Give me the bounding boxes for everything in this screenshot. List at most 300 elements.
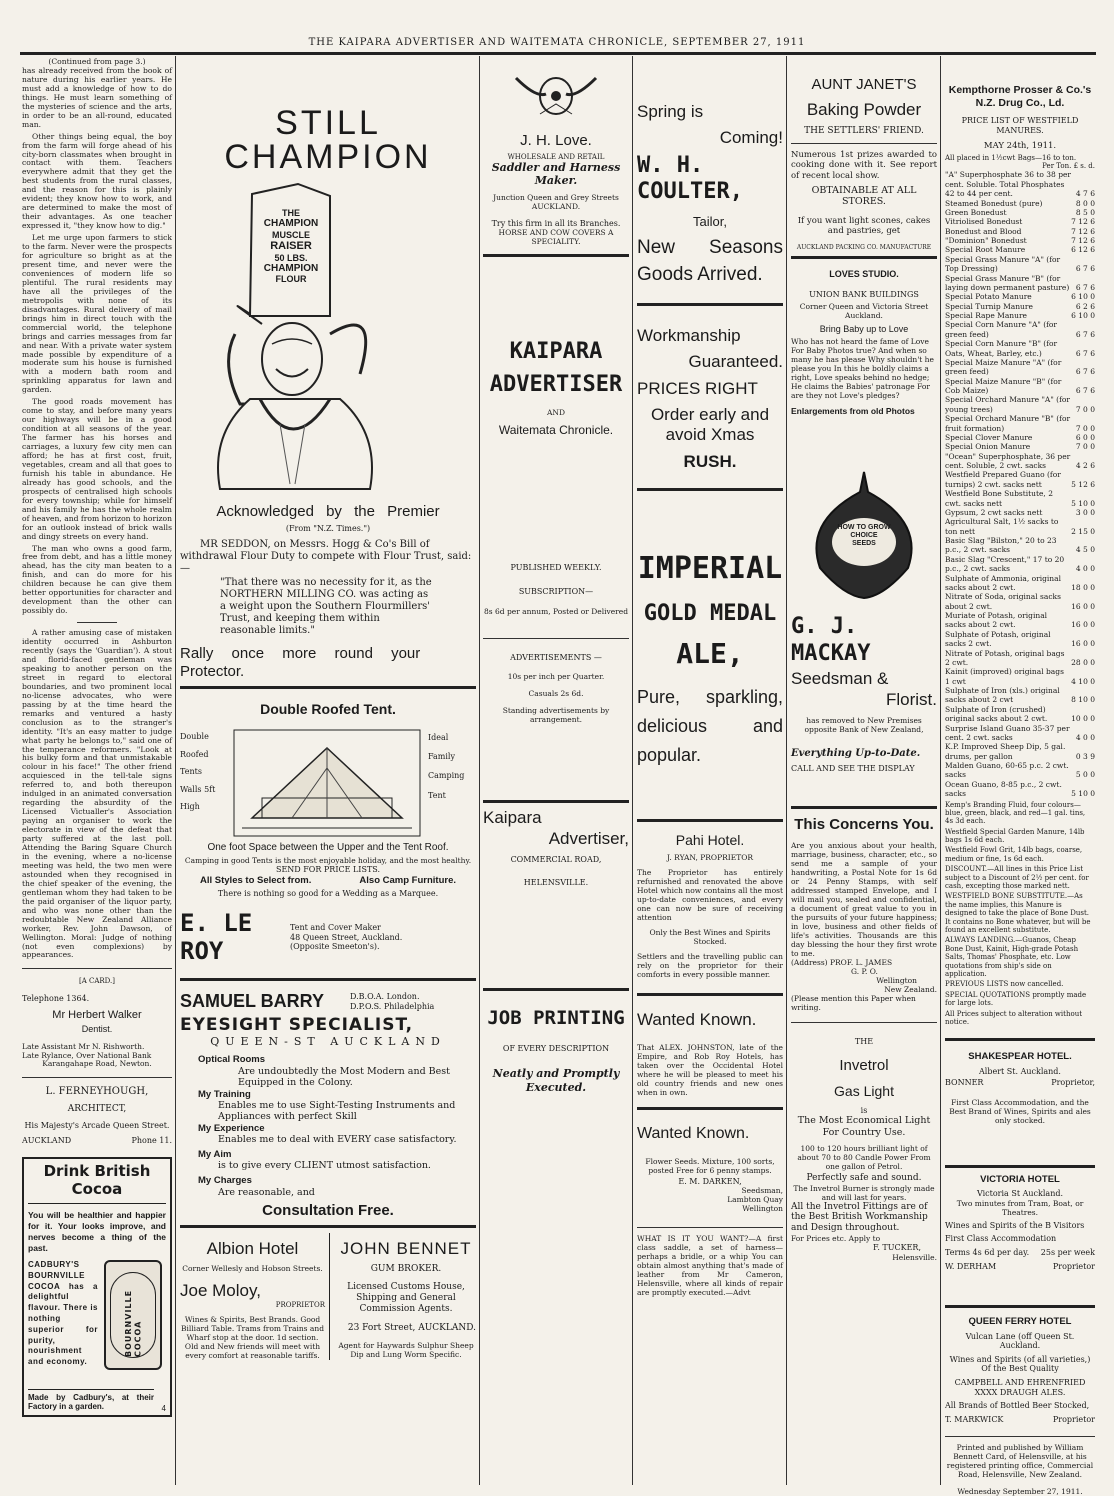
column-rule bbox=[175, 56, 176, 1485]
price-note: Kemp's Branding Fluid, four colours—blue, green, black, and red—1 gal. tins, 4s 3d each. bbox=[945, 800, 1086, 826]
price-item-name: Malden Guano, 60-65 p.c. 2 cwt. sacks bbox=[945, 761, 1069, 780]
cocoa-text: You will be healthier and happier for it. Your looks improve, and nerves become a thing of the past. bbox=[28, 1209, 166, 1253]
price-item-name: Special Orchard Manure "A" (for young trees) bbox=[945, 395, 1070, 414]
love-trade: WHOLESALE AND RETAIL bbox=[507, 152, 605, 161]
obtainable-text: OBTAINABLE AT ALL STORES. bbox=[811, 184, 917, 208]
sack-line: THE bbox=[282, 207, 300, 218]
price-item-name: Muriate of Potash, original sacks about 2 cwt. bbox=[945, 611, 1048, 630]
tent-send: SEND FOR PRICE LISTS. bbox=[275, 865, 381, 875]
victoria-wines: Wines and Spirits of the B Visitors bbox=[945, 1220, 1085, 1230]
divider bbox=[637, 993, 783, 996]
sack-line: CHAMPION bbox=[263, 262, 319, 274]
victoria-week: 25s per week bbox=[1040, 1248, 1095, 1258]
divider bbox=[637, 1107, 783, 1110]
divider bbox=[180, 978, 476, 981]
price-row bbox=[945, 649, 1095, 668]
leroy-details bbox=[290, 923, 402, 952]
price-item-value: 5 10 0 bbox=[1071, 498, 1095, 508]
price-item-value: 16 0 0 bbox=[1071, 639, 1095, 649]
tailor-label: Tailor, bbox=[693, 213, 727, 229]
shakespear-heading: SHAKESPEAR HOTEL. bbox=[968, 1051, 1072, 1063]
column-3 bbox=[483, 58, 629, 1483]
price-row bbox=[945, 742, 1095, 761]
barry-quals bbox=[350, 992, 434, 1011]
price-item-name: Special Maize Manure "A" (for green feed) bbox=[945, 357, 1062, 377]
price-row bbox=[945, 292, 1095, 301]
consultation-heading: Consultation Free. bbox=[262, 1202, 394, 1220]
price-item-name: Westfield Prepared Guano (for turnips) 2 cwt. sacks nett bbox=[945, 470, 1061, 489]
price-item-name: Special Maize Manure "B" (for Cob Maize) bbox=[945, 376, 1062, 396]
price-item-value: 5 12 6 bbox=[1071, 479, 1095, 489]
price-item-name: Special Grass Manure "A" (for Top Dressing) bbox=[945, 254, 1061, 274]
price-row bbox=[945, 630, 1095, 649]
cocoa-ad bbox=[22, 1157, 172, 1417]
and-label: AND bbox=[547, 407, 565, 417]
every-description: OF EVERY DESCRIPTION bbox=[502, 1043, 610, 1053]
bonner-title: Proprietor, bbox=[1051, 1078, 1095, 1088]
moloy-name: Joe Moloy, bbox=[180, 1280, 261, 1300]
section-text: is to give every CLIENT utmost satisfaction. bbox=[218, 1159, 431, 1171]
pahi-text: The Proprietor has entirely refurnished and renovated the above Hotel which now contains all the most up-to-date conveniences, and every one can now be sure of receiving attention bbox=[637, 868, 783, 923]
price-row bbox=[945, 377, 1095, 396]
price-row bbox=[945, 199, 1095, 208]
wanted-known-heading: Wanted Known. bbox=[637, 1010, 757, 1030]
victoria-terms: Terms 4s 6d per day. bbox=[945, 1248, 1030, 1258]
price-list-heading: PRICE LIST OF WESTFIELD MANURES. bbox=[961, 116, 1079, 135]
price-item-value: 6 12 6 bbox=[1071, 245, 1095, 255]
price-item-value: 6 7 6 bbox=[1075, 329, 1095, 339]
column-6 bbox=[945, 58, 1095, 1496]
price-item-value: 10 0 0 bbox=[1071, 714, 1095, 724]
price-item-name: Special Onion Manure bbox=[945, 442, 1031, 452]
price-note: WESTFIELD BONE SUBSTITUTE.—As the name implies, this Manure is designed to take the place of Bone Dust. It contains no Bone whatever, but will be found an excellent substitute. bbox=[945, 892, 1091, 934]
love-try: Try this firm in all its Branches. bbox=[491, 218, 621, 228]
architect-address: His Majesty's Arcade Queen Street. bbox=[24, 1120, 170, 1130]
settlers-friend: THE SETTLERS' FRIEND. bbox=[804, 126, 924, 137]
new-heading: New bbox=[637, 237, 676, 259]
dentist-line: Karangahape Road, Newton. bbox=[42, 1059, 152, 1069]
price-row bbox=[945, 452, 1095, 471]
manure-price-list bbox=[945, 170, 1095, 798]
economical-text: The Most Economical Light For Country Use. bbox=[797, 1115, 931, 1138]
price-note: Westfield Fowl Grit, 14lb bags, coarse, medium or fine, 1s 6d each. bbox=[945, 846, 1083, 863]
ale-heading: ALE, bbox=[676, 637, 744, 671]
albion-hotel-ad bbox=[180, 1233, 330, 1360]
price-item-name: Sulphate of Iron (xls.) original sacks about 2 cwt bbox=[945, 686, 1060, 705]
price-row bbox=[945, 236, 1095, 245]
price-note: All Prices subject to alteration without notice. bbox=[945, 1009, 1083, 1026]
tent-styles: All Styles to Select from. bbox=[200, 874, 312, 886]
prizes-text: Numerous 1st prizes awarded to cooking done with it. See report of recent local show. bbox=[791, 150, 937, 181]
seal-line: SEEDS bbox=[852, 539, 876, 547]
victoria-two-min: Two minutes from Tram, Boat, or Theatres. bbox=[956, 1198, 1084, 1217]
gas-light-heading: Gas Light bbox=[834, 1082, 894, 1099]
price-item-name: "Dominion" Bonedust bbox=[945, 236, 1027, 246]
sack-line: 50 LBS. bbox=[274, 252, 308, 263]
price-row bbox=[945, 245, 1095, 254]
workmanship-heading: Workmanship bbox=[637, 325, 741, 345]
leroy-line: 48 Queen Street, Auckland. bbox=[290, 932, 403, 942]
order-heading: Order early and avoid Xmas bbox=[650, 404, 770, 445]
price-item-value: 2 15 0 bbox=[1071, 526, 1095, 536]
column-rule bbox=[632, 56, 633, 1485]
price-item-name: Steamed Bonedust (pure) bbox=[945, 198, 1043, 208]
price-item-value: 6 7 6 bbox=[1075, 367, 1095, 377]
dentist-title: Dentist. bbox=[81, 1024, 113, 1035]
section-heading: My Experience bbox=[198, 1122, 265, 1134]
seal-line: HOW TO GROW bbox=[837, 524, 891, 532]
price-item-value: 28 0 0 bbox=[1071, 657, 1095, 667]
masthead-title: THE KAIPARA ADVERTISER AND WAITEMATA CHRONICLE, SEPTEMBER 27, 1911 bbox=[308, 37, 806, 48]
job-printing-heading: JOB PRINTING bbox=[487, 1007, 625, 1030]
candle-text: 100 to 120 hours brilliant light of about 70 to 80 Candle Power From one gallon of Petrol. bbox=[797, 1143, 931, 1171]
subscription-price: 8s 6d per annum, Posted or Delivered bbox=[484, 606, 628, 616]
barry-name: SAMUEL BARRY bbox=[180, 991, 325, 1012]
price-row bbox=[945, 470, 1095, 489]
section-text: Enables me to deal with EVERY case satisfactory. bbox=[218, 1134, 457, 1146]
page-header bbox=[0, 37, 1114, 48]
price-list-date: MAY 24th, 1911. bbox=[983, 141, 1057, 152]
packing-company: AUCKLAND PACKING CO. MANUFACTURE bbox=[796, 243, 932, 251]
divider bbox=[791, 143, 937, 144]
wanted-known-heading-2: Wanted Known. bbox=[637, 1124, 750, 1142]
divider bbox=[945, 1165, 1095, 1168]
price-row bbox=[945, 442, 1095, 451]
price-item-name: Sulphate of Potash, original sacks 2 cwt. bbox=[945, 629, 1051, 649]
bonner-name: BONNER bbox=[945, 1078, 984, 1088]
divider bbox=[791, 1022, 937, 1023]
divider bbox=[483, 254, 629, 257]
price-item-value: 6 10 0 bbox=[1071, 311, 1095, 321]
bennet-heading: JOHN BENNET bbox=[340, 1239, 472, 1259]
price-item-value: 4 5 0 bbox=[1075, 545, 1095, 555]
kaipara-heading: KAIPARA bbox=[509, 339, 603, 365]
advertisements-label: ADVERTISEMENTS — bbox=[510, 652, 602, 662]
column-4 bbox=[637, 58, 783, 1483]
leroy-line: (Opposite Smeeton's). bbox=[290, 942, 380, 952]
tent-caption: One foot Space between the Upper and the Tent Roof. bbox=[207, 842, 449, 854]
shakespear-text: First Class Accommodation, and the Best Brand of Wines, Spirits and ales only stocked. bbox=[949, 1097, 1091, 1125]
apply-to: For Prices etc. Apply to bbox=[791, 1234, 881, 1244]
bring-baby-heading: Bring Baby up to Love bbox=[819, 324, 909, 335]
queen-ferry-ales: CAMPBELL AND EHRENFRIED XXXX DRAUGH ALES. bbox=[954, 1378, 1086, 1397]
dentist-name: Mr Herbert Walker bbox=[52, 1009, 142, 1022]
sack-line: FLOUR bbox=[275, 274, 307, 285]
union-bank: UNION BANK BUILDINGS bbox=[809, 289, 919, 299]
price-row bbox=[945, 667, 1095, 686]
price-item-value: 6 10 0 bbox=[1071, 292, 1095, 302]
price-item-value: 4 0 0 bbox=[1075, 732, 1095, 742]
price-item-value: 0 3 9 bbox=[1075, 751, 1095, 761]
price-item-name: Nitrate of Soda, original sacks about 2 cwt. bbox=[945, 592, 1061, 611]
tent-left-labels bbox=[180, 728, 232, 838]
coming-heading: Coming! bbox=[719, 128, 783, 148]
price-row bbox=[945, 574, 1095, 593]
studio-poem: Who has not heard the fame of Love For Baby Photos true? And when so many he has please Why shouldn't he please you In this he boldly claims a right, Love speaks behind no hedge; He claims the Babies' patronage For are they not Love's pledges? bbox=[791, 337, 934, 401]
paragraph: The good roads movement has come to stay, and before many years our highways will be in a good condition at all seasons of the year. The farmer has his horses and carriages, a luxury few city men can afford; he has at first cost, fruit, vegetables, cream and all that goes to furnish his table in abundance. He already has good schools, and the prospects of centralised high schools for every township; while for himself and his family he has the whole realm of heaven, and from horizon to horizon for an outlook instead of brick walls and dingy streets on every hand. bbox=[22, 397, 172, 541]
victoria-address: Victoria St Auckland. bbox=[976, 1189, 1064, 1199]
advertiser-heading: ADVERTISER bbox=[489, 371, 623, 397]
price-item-value: 7 12 6 bbox=[1071, 217, 1095, 227]
price-note: Westfield Special Garden Manure, 14lb bags 1s 6d each. bbox=[945, 827, 1085, 845]
divider bbox=[483, 638, 629, 639]
commercial-road: COMMERCIAL ROAD, bbox=[510, 854, 602, 864]
per-ton: Per Ton. £ s. d. bbox=[1042, 162, 1095, 171]
price-item-name: Basic Slag "Crescent," 17 to 20 p.c., 2 cwt. sacks bbox=[945, 554, 1065, 574]
flower-seeds-text: Flower Seeds. Mixture, 100 sorts, posted Free for 6 penny stamps. bbox=[645, 1156, 775, 1175]
column-5 bbox=[791, 58, 937, 1483]
bennet-address: 23 Fort Street, AUCKLAND. bbox=[347, 1322, 476, 1333]
everything-up-to-date: Everything Up-to-Date. bbox=[791, 748, 921, 760]
tent-camping: Camping in good Tents is the most enjoyable holiday, and the most healthy. bbox=[184, 856, 472, 866]
price-item-name: Special Root Manure bbox=[945, 245, 1026, 255]
divider bbox=[637, 819, 783, 822]
column-rule bbox=[479, 56, 480, 1485]
queen-ferry-heading: QUEEN FERRY HOTEL bbox=[968, 1316, 1072, 1328]
darken-name: E. M. DARKEN, bbox=[678, 1176, 742, 1186]
price-row bbox=[945, 489, 1095, 508]
markwick-title: Proprietor bbox=[1052, 1414, 1095, 1424]
price-row bbox=[945, 320, 1095, 339]
queen-ferry-address: Vulcan Lane (off Queen St. Auckland. bbox=[965, 1331, 1075, 1351]
leroy-line: Tent and Cover Maker bbox=[290, 923, 381, 933]
price-item-value: 8 10 0 bbox=[1071, 695, 1095, 705]
goods-heading: Goods Arrived. bbox=[637, 263, 763, 285]
divider bbox=[945, 1436, 1095, 1437]
section-text: Are undoubtedly the Most Modern and Best Equipped in the Colony. bbox=[238, 1065, 450, 1089]
wanted-known-text: That ALEX. JOHNSTON, late of the Empire, and Rob Roy Hotels, has taken over the Occidental Hotel where he will be pleased to meet his old country friends and new ones when in own. bbox=[637, 1042, 783, 1097]
barry-qual: D.P.O.S. Philadelphia bbox=[350, 1002, 435, 1012]
bennet-ad bbox=[330, 1233, 476, 1360]
tent-illustration bbox=[232, 728, 422, 838]
published-weekly: PUBLISHED WEEKLY. bbox=[510, 563, 602, 573]
seed-bag-label bbox=[832, 524, 896, 547]
rush-heading: RUSH. bbox=[683, 451, 737, 471]
what-is-it-text: WHAT IS IT YOU WANT?—A first class saddle, a set of harness—perhaps a bridle, or a whip You can obtain almost anything that's made of leather from Mr Cameron, Helensville, where all kinds of repair are promptly executed.—Advt bbox=[637, 1234, 783, 1298]
champion-illustration bbox=[180, 184, 476, 489]
tent-label: High bbox=[180, 802, 200, 812]
architect-city: AUCKLAND bbox=[22, 1136, 72, 1146]
dentist-line: Late Assistant Mr N. Rishworth. bbox=[22, 1041, 145, 1051]
is-label: is bbox=[860, 1105, 868, 1115]
flour-sack-label bbox=[254, 208, 328, 285]
enlargements-text: Enlargements from old Photos bbox=[791, 406, 915, 417]
bennet-text: Licensed Customs House, Shipping and General Commission Agents. bbox=[347, 1282, 465, 1314]
tent-label: Double bbox=[180, 732, 209, 742]
price-item-name: Westfield Bone Substitute, 2 cwt. sacks nett bbox=[945, 489, 1053, 508]
price-item-value: 6 7 6 bbox=[1075, 386, 1095, 396]
price-item-name: Special Grass Manure "B" (for laying down permanent pasture) bbox=[945, 273, 1070, 292]
seedsman-heading: Seedsman & bbox=[791, 669, 889, 689]
price-row bbox=[945, 508, 1095, 517]
burner-text: The Invetrol Burner is strongly made and will last for years. bbox=[793, 1183, 935, 1202]
paragraph: has already received from the book of nature during his earlier years. He must add a knowledge of how to do things. He must learn something of the mysteries of science and the arts, in order to be an all-round, educated man. bbox=[22, 65, 172, 129]
prof-wellington: Wellington bbox=[876, 976, 917, 986]
subscription-label: SUBSCRIPTION— bbox=[518, 586, 594, 596]
price-note: SPECIAL QUOTATIONS promptly made for large lots. bbox=[945, 990, 1087, 1008]
cocoa-tin-label: BOURNVILLE COCOA bbox=[123, 1289, 142, 1358]
section-text: Enables me to use Sight-Testing Instruments and Appliances with perfect Skill bbox=[218, 1099, 456, 1123]
queen-ferry-quality: Of the Best Quality bbox=[981, 1364, 1059, 1374]
pahi-wines: Only the Best Wines and Spirits Stocked. bbox=[649, 928, 771, 947]
tent-label: Tents bbox=[180, 767, 202, 777]
price-row bbox=[945, 217, 1095, 226]
all-placed: All placed in 1½cwt Bags—16 to ton. bbox=[945, 153, 1077, 162]
victoria-heading: VICTORIA HOTEL bbox=[980, 1173, 1060, 1185]
prices-heading: PRICES RIGHT bbox=[637, 378, 758, 398]
continued-note: (Continued from page 3.) bbox=[48, 57, 146, 66]
scones-text: If you want light scones, cakes and pastries, get bbox=[797, 215, 931, 236]
price-row bbox=[945, 358, 1095, 377]
price-item-name: K.P. Improved Sheep Dip, 5 gal. drums, per gallon bbox=[945, 742, 1066, 761]
queen-st-heading: QUEEN-ST AUCKLAND bbox=[210, 1035, 446, 1049]
advertiser-imprint-heading: Advertiser, bbox=[548, 828, 629, 848]
tent-wedding: There is nothing so good for a Wedding as a Marquee. bbox=[217, 889, 439, 899]
florist-heading: Florist. bbox=[886, 689, 937, 709]
price-item-value: 6 2 6 bbox=[1075, 301, 1095, 311]
price-row bbox=[945, 208, 1095, 217]
price-row bbox=[945, 724, 1095, 743]
tucker-city: Helensville. bbox=[892, 1252, 937, 1262]
price-item-name: Special Rape Manure bbox=[945, 311, 1027, 321]
price-item-value: 7 12 6 bbox=[1071, 236, 1095, 246]
architect-phone: Phone 11. bbox=[131, 1136, 172, 1146]
victoria-accom: First Class Accommodation bbox=[945, 1234, 1057, 1244]
saddle-emblem-icon bbox=[506, 68, 606, 118]
love-covers: HORSE AND COW COVERS A SPECIALITY. bbox=[498, 228, 614, 247]
pure-text: Pure, sparkling, delicious and popular. bbox=[637, 687, 783, 765]
price-item-name: Special Turnip Manure bbox=[945, 301, 1033, 311]
cocoa-title: Drink British Cocoa bbox=[28, 1163, 166, 1203]
divider bbox=[791, 806, 937, 809]
divider bbox=[22, 1077, 172, 1078]
price-item-name: Sulphate of Iron (crushed) original sacks about 2 cwt. bbox=[945, 704, 1048, 724]
price-item-value: 4 7 6 bbox=[1075, 189, 1095, 199]
price-row bbox=[945, 536, 1095, 555]
divider bbox=[483, 800, 629, 803]
cocoa-description: CADBURY'S BOURNVILLE COCOA has a delightful flavour. There is nothing superior for purity, nourishment and economy. bbox=[28, 1260, 98, 1367]
coulter-heading: W. H. COULTER, bbox=[637, 152, 743, 205]
bennet-title: GUM BROKER. bbox=[370, 1263, 442, 1274]
fittings-text: All the Invetrol Fittings are of the Best British Workmanship and Design throughout. bbox=[791, 1201, 928, 1234]
price-item-value: 8 0 0 bbox=[1075, 198, 1095, 208]
sack-line: CHAMPION bbox=[263, 218, 319, 230]
derham-title: Proprietor bbox=[1052, 1261, 1095, 1271]
source-note: (From "N.Z. Times.") bbox=[285, 523, 371, 533]
section-heading: My Training bbox=[198, 1088, 251, 1100]
waitemata-heading: Waitemata Chronicle. bbox=[498, 422, 614, 437]
darken-lines bbox=[637, 1186, 783, 1213]
price-item-name: Nitrate of Potash, original bags 2 cwt. bbox=[945, 648, 1065, 667]
albion-heading: Albion Hotel bbox=[206, 1239, 299, 1259]
champion-heading: CHAMPION bbox=[224, 138, 432, 176]
price-row bbox=[945, 414, 1095, 433]
price-item-name: Special Orchard Manure "B" (for fruit formation) bbox=[945, 414, 1071, 433]
price-row bbox=[945, 395, 1095, 414]
divider bbox=[637, 303, 783, 306]
article-farm bbox=[22, 67, 172, 616]
cocoa-tin-image bbox=[104, 1260, 162, 1370]
price-item-value: 7 0 0 bbox=[1075, 442, 1095, 452]
kempthorne-heading: Kempthorne Prosser & Co.'s N.Z. Drug Co., Ld. bbox=[948, 84, 1092, 110]
column-1 bbox=[22, 58, 172, 1483]
price-item-name: Bonedust and Blood bbox=[945, 226, 1022, 236]
eyesight-heading: EYESIGHT SPECIALIST, bbox=[180, 1014, 414, 1035]
price-item-name: Basic Slag "Bilston," 20 to 23 p.c., 2 cwt. sacks bbox=[945, 536, 1057, 555]
leroy-name: E. LE ROY bbox=[180, 908, 253, 966]
mackay-heading: G. J. MACKAY bbox=[791, 614, 871, 666]
divider bbox=[637, 488, 783, 491]
sack-line: RAISER bbox=[270, 239, 312, 252]
prof-gpo: G. P. O. bbox=[851, 967, 878, 977]
sack-line: MUSCLE bbox=[272, 229, 310, 240]
price-item-value: 5 10 0 bbox=[1071, 789, 1095, 799]
guaranteed-heading: Guaranteed. bbox=[688, 352, 783, 372]
divider bbox=[77, 622, 117, 623]
section-heading: My Charges bbox=[198, 1175, 252, 1187]
aunt-janet-heading: AUNT JANET'S bbox=[811, 76, 917, 93]
rally-heading: Rally once more round your Protector. bbox=[180, 645, 421, 681]
price-item-value: 7 12 6 bbox=[1071, 226, 1095, 236]
imperial-heading: IMPERIAL bbox=[637, 551, 783, 587]
price-item-value: 16 0 0 bbox=[1071, 620, 1095, 630]
price-item-name: "A" Superphosphate 36 to 38 per cent. Soluble. Total Phosphates 42 to 44 per cent. bbox=[945, 170, 1072, 199]
paragraph: Other things being equal, the boy from the farm will forge ahead of his city-born classmates when brought in contact with them. Teachers everywhere admit that they get the best students from the rural classes, and the reason for this is plainly evident; they know how to work, and are determined to make the most of their advantages. As one teacher expressed it, "they know how to dig." bbox=[22, 131, 172, 231]
tent-label: Ideal bbox=[428, 733, 449, 743]
concerns-text: Are you anxious about your health, marriage, business, character, etc., so send me a sample of your handwriting, a Postal Note for 1s 6d or 24 Penny Stamps, with self addressed stamped Envelope, and I will mail you, sealed and confidential, a document of great value to you in the pursuits of your future happiness; in love, business and other fields of life's activities. Thousands are this day blessing the hour they first wrote to me. bbox=[791, 841, 937, 959]
pahi-proprietor: J. RYAN, PROPRIETOR bbox=[666, 853, 753, 863]
header-rule bbox=[20, 52, 1096, 55]
dentist-line: Late Rylance, Over National Bank bbox=[22, 1050, 152, 1060]
column-rule bbox=[940, 56, 941, 1485]
tent-label: Roofed bbox=[180, 749, 209, 759]
pahi-settlers: Settlers and the travelling public can rely on the proprietor for their comforts in every possible manner. bbox=[637, 952, 783, 980]
price-item-value: 3 0 0 bbox=[1075, 507, 1095, 517]
acknowledged-heading: Acknowledged by the Premier bbox=[216, 502, 440, 520]
darken-line: Seedsman, bbox=[741, 1186, 783, 1196]
divider bbox=[22, 968, 172, 969]
price-row bbox=[945, 592, 1095, 611]
bennet-agent: Agent for Haywards Sulphur Sheep Dip and Lung Worm Specific. bbox=[338, 1341, 474, 1360]
divider bbox=[945, 1038, 1095, 1041]
imprint-text: Printed and published by William Bennett Card, of Helensville, at his registered printing office, Commercial Road, Helensville, New Zealand. bbox=[946, 1443, 1094, 1480]
tent-heading: Double Roofed Tent. bbox=[260, 701, 396, 718]
mackay-removed: has removed to New Premises opposite Bank of New Zealand, bbox=[804, 716, 924, 735]
price-row bbox=[945, 611, 1095, 630]
seasons-heading: Seasons bbox=[709, 237, 783, 259]
price-row bbox=[945, 311, 1095, 320]
call-and-see: CALL AND SEE THE DISPLAY bbox=[791, 764, 915, 774]
markwick-name: T. MARKWICK bbox=[945, 1414, 1004, 1424]
strongman-figure bbox=[180, 184, 476, 489]
dentist-details bbox=[22, 1043, 172, 1070]
price-item-name: Vitriolised Bonedust bbox=[945, 217, 1023, 227]
price-item-value: 6 7 6 bbox=[1075, 264, 1095, 274]
price-notes bbox=[945, 801, 1095, 1027]
love-address: Junction Queen and Grey Streets bbox=[493, 192, 619, 202]
price-item-name: Special Potato Manure bbox=[945, 292, 1032, 302]
price-item-value: 4 10 0 bbox=[1071, 676, 1095, 686]
price-row bbox=[945, 339, 1095, 358]
price-row bbox=[945, 517, 1095, 536]
price-row bbox=[945, 227, 1095, 236]
darken-line: Lambton Quay bbox=[727, 1195, 783, 1205]
price-row bbox=[945, 761, 1095, 780]
divider bbox=[637, 1227, 783, 1228]
love-saddler: Saddler and Harness Maker. bbox=[491, 161, 621, 188]
derham-name: W. DERHAM bbox=[945, 1261, 997, 1271]
price-item-value: 5 0 0 bbox=[1075, 770, 1095, 780]
